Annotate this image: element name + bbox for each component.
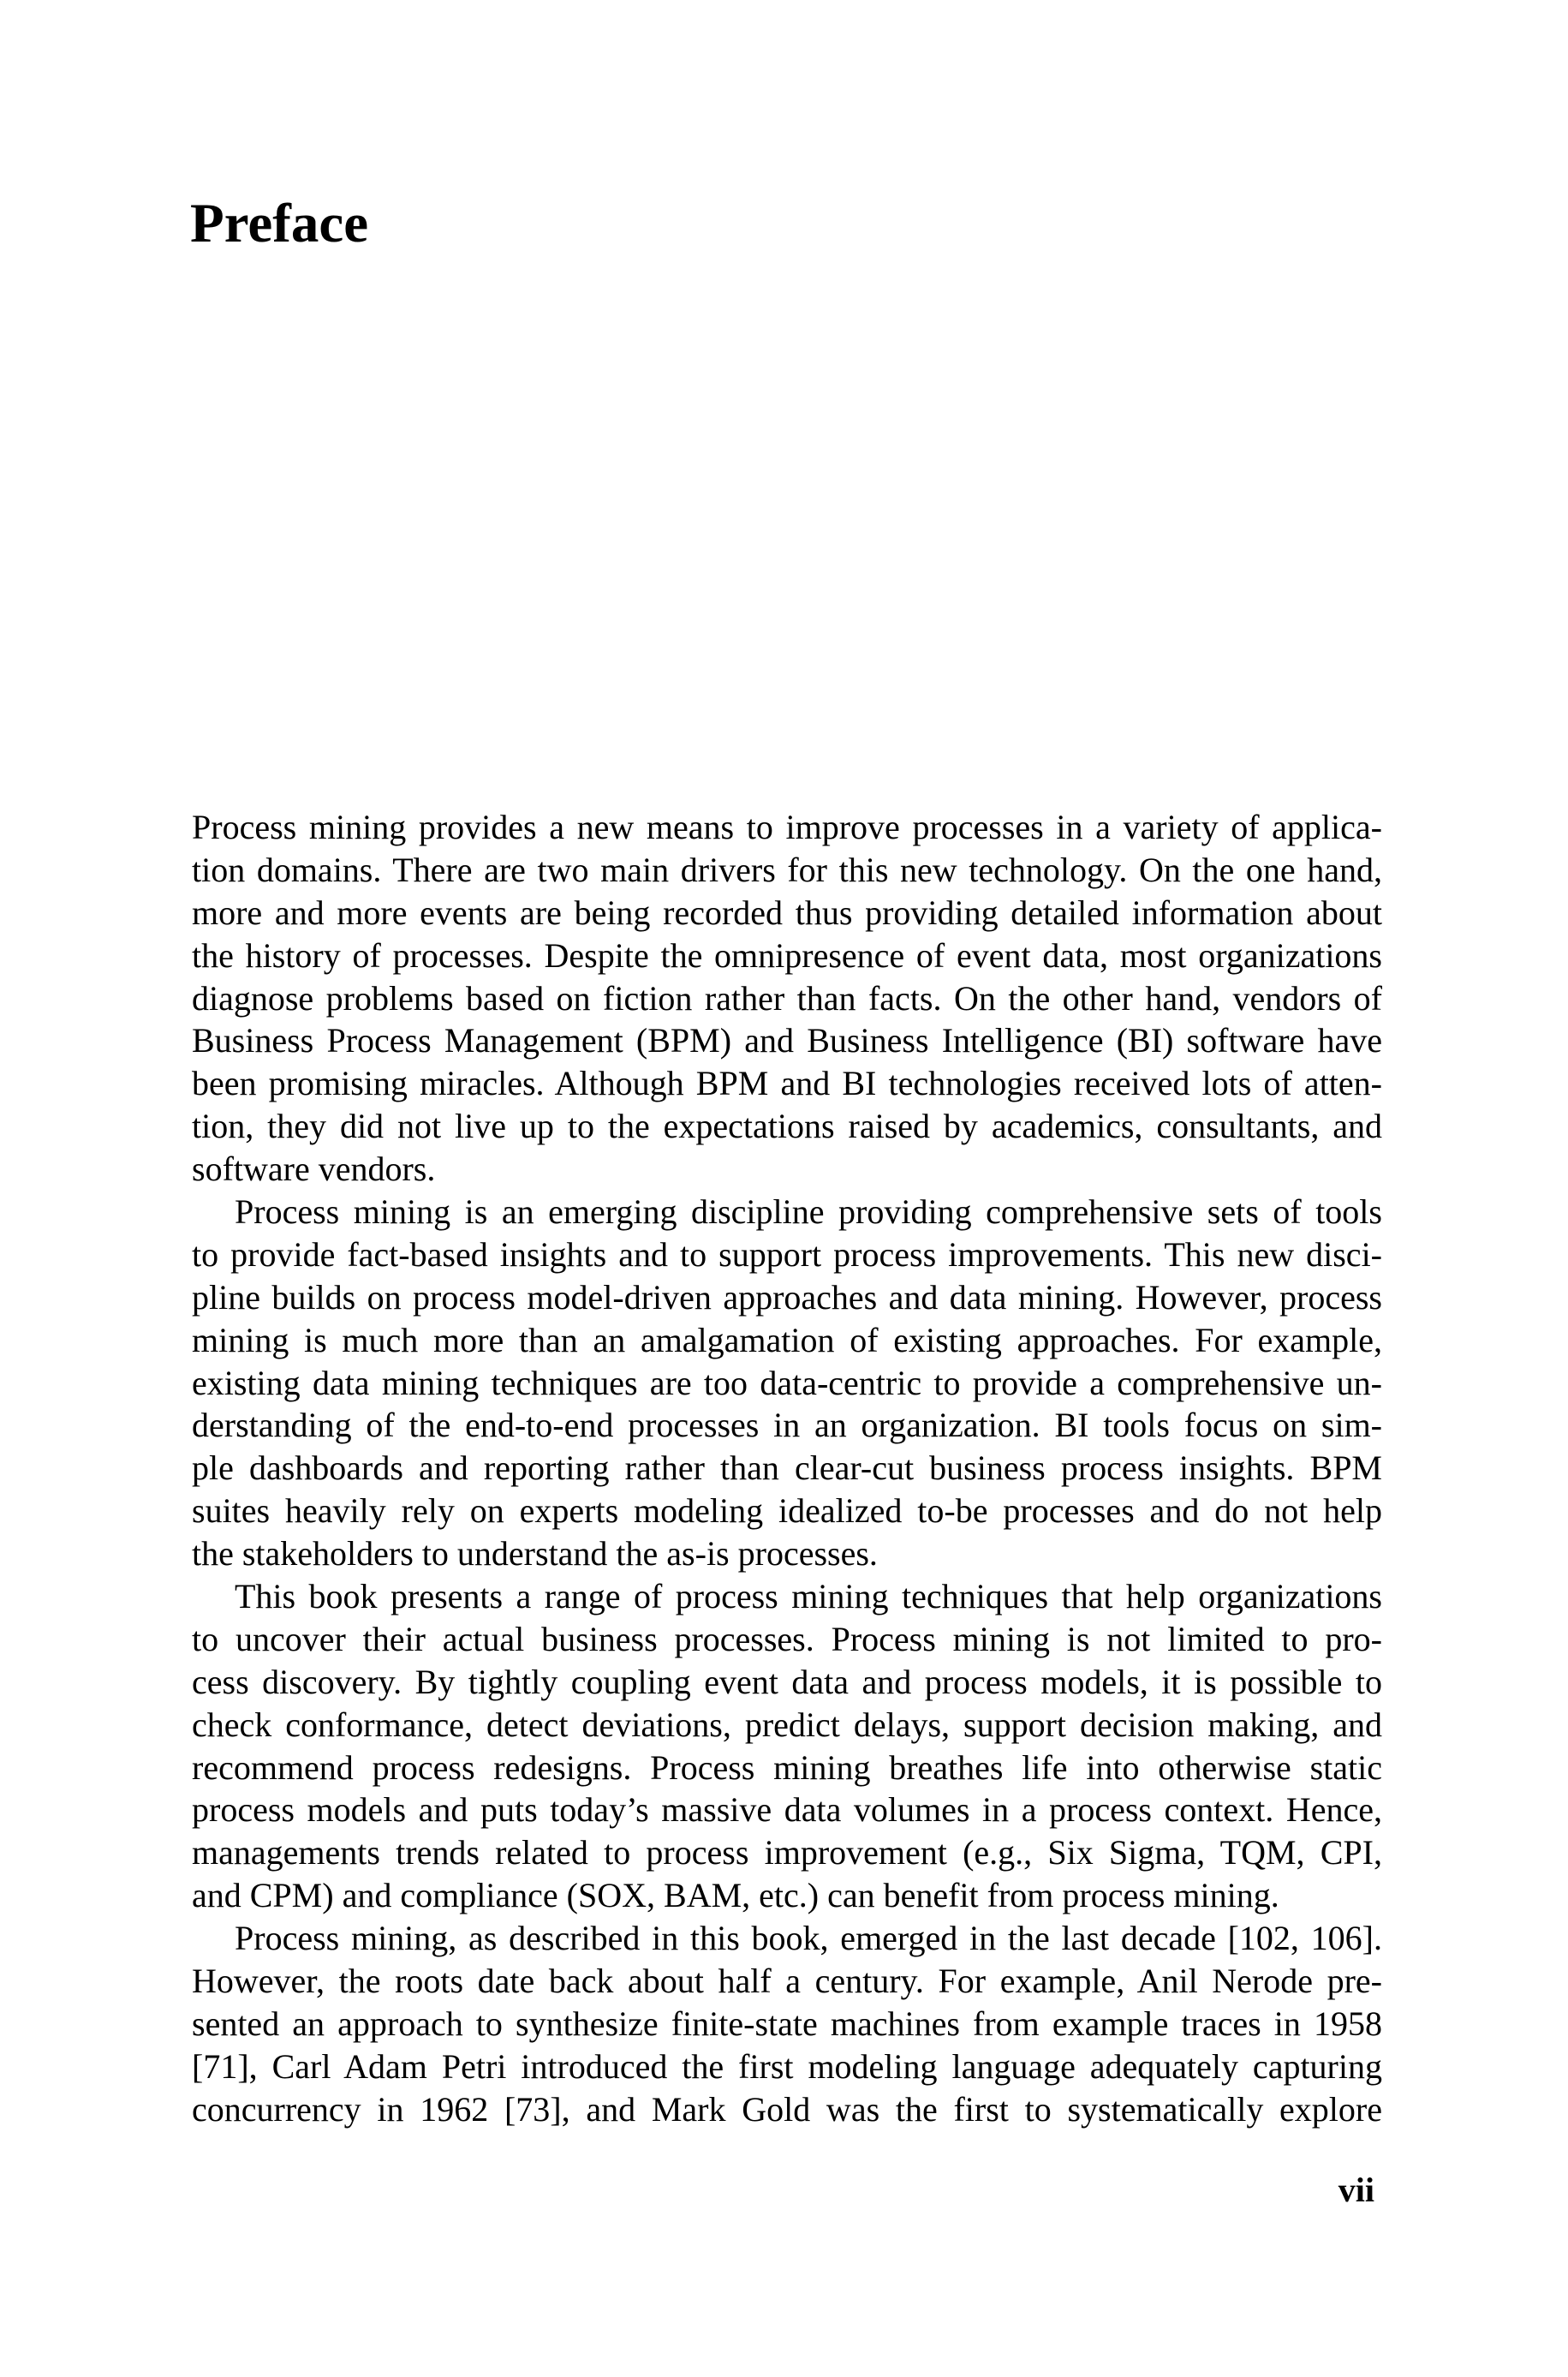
- text-line: concurrency in 1962 [73], and Mark Gold was the first to systematically explore: [192, 2089, 1382, 2129]
- text-line: pline builds on process model-driven approaches and data mining. However, process: [192, 1277, 1382, 1317]
- text-line: recommend process redesigns. Process mining breathes life into otherwise static: [192, 1747, 1382, 1787]
- text-line: [71], Carl Adam Petri introduced the first modeling language adequately capturing: [192, 2046, 1382, 2086]
- text-line: been promising miracles. Although BPM and BI technologies received lots of atten-: [192, 1064, 1382, 1103]
- text-line: This book presents a range of process mining techniques that help organizations: [235, 1577, 1382, 1616]
- text-line: ple dashboards and reporting rather than clear-cut business process insights. BPM: [192, 1448, 1382, 1488]
- page-title: Preface: [190, 193, 369, 254]
- text-line: process models and puts today’s massive data volumes in a process context. Hence,: [192, 1790, 1382, 1830]
- text-line: mining is much more than an amalgamation of existing approaches. For example,: [192, 1320, 1382, 1359]
- text-line: to provide fact-based insights and to support process improvements. This new disci-: [192, 1234, 1382, 1274]
- text-line: and CPM) and compliance (SOX, BAM, etc.) can benefit from process mining.: [192, 1876, 1279, 1915]
- text-line: tion domains. There are two main drivers for this new technology. On the one hand,: [192, 850, 1382, 889]
- text-line: the stakeholders to understand the as-is processes.: [192, 1534, 878, 1574]
- text-line: suites heavily rely on experts modeling idealized to-be processes and do not help: [192, 1491, 1382, 1531]
- text-line: to uncover their actual business processes. Process mining is not limited to pro-: [192, 1619, 1382, 1658]
- text-line: diagnose problems based on fiction rather than facts. On the other hand, vendors of: [192, 978, 1382, 1018]
- text-line: more and more events are being recorded thus providing detailed information about: [192, 893, 1382, 932]
- text-line: Business Process Management (BPM) and Business Intelligence (BI) software have: [192, 1021, 1382, 1060]
- paragraph: [192, 806, 1382, 1191]
- text-line: sented an approach to synthesize finite-state machines from example traces in 1958: [192, 2004, 1382, 2043]
- page-number: vii: [1338, 2171, 1374, 2209]
- paragraph: [192, 1575, 1382, 1917]
- text-line: software vendors.: [192, 1150, 436, 1189]
- text-line: Process mining, as described in this book, emerged in the last decade [102, 106].: [235, 1919, 1382, 1958]
- text-line: managements trends related to process improvement (e.g., Six Sigma, TQM, CPI,: [192, 1833, 1382, 1872]
- text-line: Process mining provides a new means to improve processes in a variety of applica-: [192, 808, 1382, 846]
- text-line: the history of processes. Despite the omnipresence of event data, most organizations: [192, 935, 1382, 975]
- paragraph: [192, 1917, 1382, 2130]
- text-line: existing data mining techniques are too data-centric to provide a comprehensive un-: [192, 1363, 1382, 1402]
- preface-body: [192, 806, 1382, 2131]
- text-line: However, the roots date back about half a century. For example, Anil Nerode pre-: [192, 1962, 1382, 2001]
- text-line: derstanding of the end-to-end processes in an organization. BI tools focus on sim-: [192, 1406, 1382, 1445]
- text-line: check conformance, detect deviations, predict delays, support decision making, and: [192, 1705, 1382, 1744]
- text-line: cess discovery. By tightly coupling event data and process models, it is possible to: [192, 1662, 1382, 1701]
- text-line: Process mining is an emerging discipline providing comprehensive sets of tools: [235, 1192, 1382, 1232]
- paragraph: [192, 1191, 1382, 1575]
- text-line: tion, they did not live up to the expectations raised by academics, consultants, and: [192, 1107, 1382, 1146]
